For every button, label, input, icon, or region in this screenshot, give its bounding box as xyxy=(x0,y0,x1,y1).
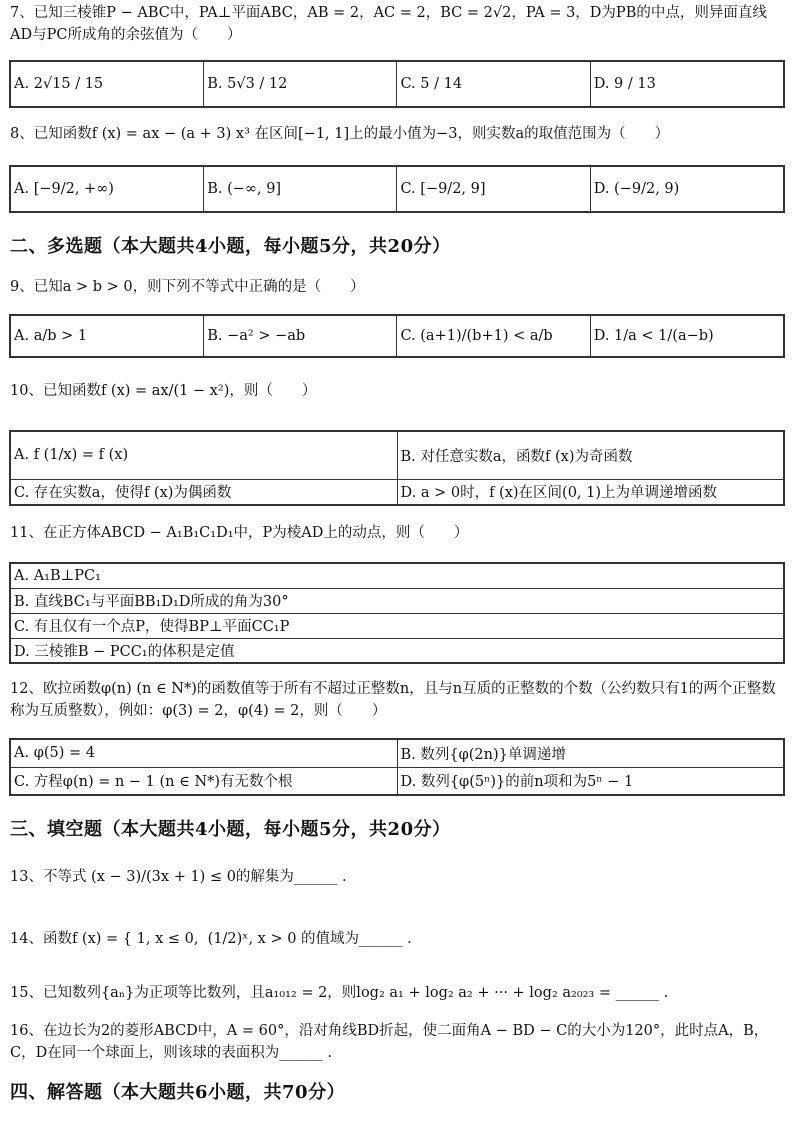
section-multiple-choice-heading: 二、多选题（本大题共4小题，每小题5分，共20分） xyxy=(10,236,451,257)
option-c[interactable]: C. 有且仅有一个点P，使得BP⊥平面CC₁P xyxy=(10,613,784,638)
question-9-options xyxy=(9,314,785,358)
option-a[interactable]: A. a/b > 1 xyxy=(10,315,204,357)
question-12-options xyxy=(9,738,785,796)
option-c[interactable]: C. 5 / 14 xyxy=(397,61,590,107)
question-7-options xyxy=(9,60,785,108)
option-a[interactable]: A. [−9/2, +∞) xyxy=(10,166,204,212)
question-16: 16、在边长为2的菱形ABCD中，A = 60°，沿对角线BD折起，使二面角A − BD − C的大小为120°，此时点A，B，C，D在同一个球面上，则该球的表面积为______ . xyxy=(10,1023,769,1061)
question-9-stem: 9、已知a > b > 0，则下列不等式中正确的是（ ） xyxy=(10,279,365,295)
option-d[interactable]: D. 三棱锥B − PCC₁的体积是定值 xyxy=(10,638,784,663)
option-b[interactable]: B. −a² > −ab xyxy=(204,315,397,357)
option-a[interactable]: A. A₁B⊥PC₁ xyxy=(10,563,784,588)
option-d[interactable]: D. 9 / 13 xyxy=(590,61,784,107)
question-15: 15、已知数列{aₙ}为正项等比数列，且a₁₀₁₂ = 2，则log₂ a₁ + log₂ a₂ + ··· + log₂ a₂₀₂₃ = ______ . xyxy=(10,985,669,1001)
option-a[interactable]: A. f (1/x) = f (x) xyxy=(10,431,397,479)
option-d[interactable]: D. 数列{φ(5ⁿ)}的前n项和为5ⁿ − 1 xyxy=(397,767,784,795)
question-10-stem: 10、已知函数f (x) = ax/(1 − x²)，则（ ） xyxy=(10,383,317,399)
option-a[interactable]: A. 2√15 / 15 xyxy=(10,61,204,107)
option-c[interactable]: C. 方程φ(n) = n − 1 (n ∈ N*)有无数个根 xyxy=(10,767,397,795)
section-fill-in-heading: 三、填空题（本大题共4小题，每小题5分，共20分） xyxy=(10,819,451,840)
option-b[interactable]: B. (−∞, 9] xyxy=(204,166,397,212)
question-11-options xyxy=(9,562,785,664)
option-c[interactable]: C. [−9/2, 9] xyxy=(397,166,590,212)
option-d[interactable]: D. (−9/2, 9) xyxy=(590,166,784,212)
question-8-stem: 8、已知函数f (x) = ax − (a + 3) x³ 在区间[−1, 1]上的最小值为−3，则实数a的取值范围为（ ） xyxy=(10,126,670,142)
option-c[interactable]: C. 存在实数a，使得f (x)为偶函数 xyxy=(10,479,397,505)
option-d[interactable]: D. a > 0时，f (x)在区间(0, 1)上为单调递增函数 xyxy=(397,479,784,505)
question-11-stem: 11、在正方体ABCD − A₁B₁C₁D₁中，P为棱AD上的动点，则（ ） xyxy=(10,525,469,541)
question-14: 14、函数f (x) = { 1, x ≤ 0, (1/2)ˣ, x > 0 的值域为______ . xyxy=(10,931,412,947)
question-8-options xyxy=(9,165,785,213)
question-13: 13、不等式 (x − 3)/(3x + 1) ≤ 0的解集为______ . xyxy=(10,869,347,885)
section-answer-heading: 四、解答题（本大题共6小题，共70分） xyxy=(10,1082,346,1103)
question-10-options xyxy=(9,430,785,506)
option-b[interactable]: B. 直线BC₁与平面BB₁D₁D所成的角为30° xyxy=(10,588,784,613)
question-7-stem: 7、已知三棱锥P − ABC中，PA⊥平面ABC，AB = 2，AC = 2，BC = 2√2，PA = 3，D为PB的中点，则异面直线AD与PC所成角的余弦值为（ ） xyxy=(10,5,767,43)
option-b[interactable]: B. 对任意实数a，函数f (x)为奇函数 xyxy=(397,431,784,479)
option-d[interactable]: D. 1/a < 1/(a−b) xyxy=(590,315,784,357)
option-b[interactable]: B. 数列{φ(2n)}单调递增 xyxy=(397,739,784,767)
option-b[interactable]: B. 5√3 / 12 xyxy=(204,61,397,107)
option-c[interactable]: C. (a+1)/(b+1) < a/b xyxy=(397,315,590,357)
question-12-stem: 12、欧拉函数φ(n) (n ∈ N*)的函数值等于所有不超过正整数n，且与n互质的正整数的个数（公约数只有1的两个正整数称为互质整数），例如：φ(3) = 2，φ(4) = 2，则（ ） xyxy=(10,681,776,719)
option-a[interactable]: A. φ(5) = 4 xyxy=(10,739,397,767)
